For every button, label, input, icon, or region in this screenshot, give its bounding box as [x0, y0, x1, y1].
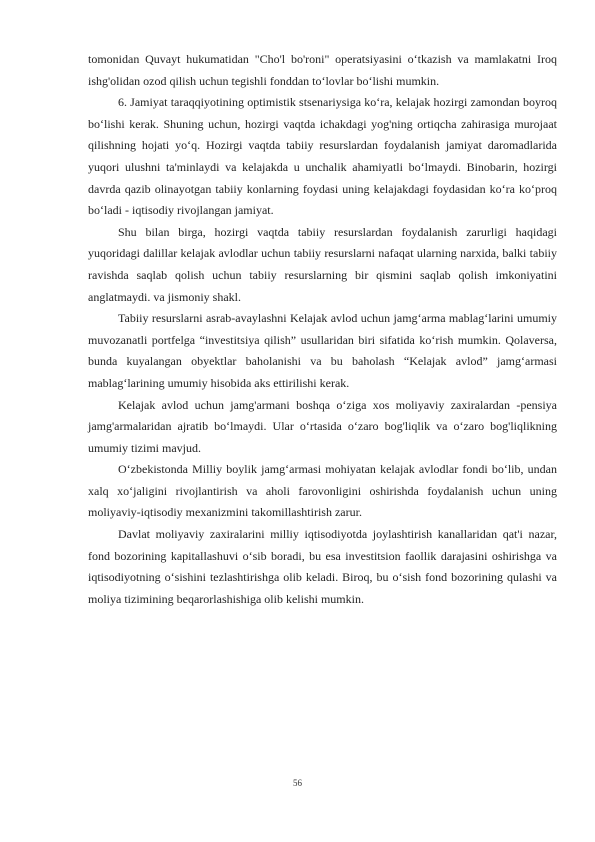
paragraph-3: Shu bilan birga, hozirgi vaqtda tabiiy resurslardan foydalanish zarurligi haqidagi yuqoridagi dalillar kelajak avlodlar uchun tabiiy resurslarni nafaqat ularning narxida, balki tabiiy ravishda saqlab qolish uchun tabiiy resurslarning bir qismini saqlab qolish imkoniyatini anglatmaydi. va jismoniy shakl. — [88, 224, 557, 304]
paragraph-1: tomonidan Quvayt hukumatidan "Cho'l bo'roni" operatsiyasini o‘tkazish va mamlakatni Iroq ishg'olidan ozod qilish uchun tegishli fonddan to‘lovlar bo‘lishi mumkin. — [88, 52, 557, 88]
page-number: 56 — [293, 778, 302, 788]
paragraph-6: O‘zbekistonda Milliy boylik jamg‘armasi mohiyatan kelajak avlodlar fondi bo‘lib, undan xalq xo‘jaligini rivojlantirish va aholi farovonligini oshirishda foydalanish uchun uning moliyaviy-iqtisodiy mexanizmini takomillashtirish zarur. — [88, 462, 557, 520]
paragraph-4: Tabiiy resurslarni asrab-avaylashni Kelajak avlod uchun jamg‘arma mablag‘larini umumiy muvozanatli portfelga “investitsiya qilish” usullaridan biri sifatida ko‘rish mumkin. Qolaversa, bunda kuyalangan obyektlar baholanishi va bu baholash “Kelajak avlod” jamg‘armasi mablag‘larining umumiy hisobida aks ettirilishi kerak. — [88, 311, 557, 390]
body-text — [88, 49, 557, 610]
paragraph-7: Davlat moliyaviy zaxiralarini milliy iqtisodiyotda joylashtirish kanallaridan qat'i nazar, fond bozorining kapitallashuvi o‘sib boradi, bu esa investitsion faollik darajasini oshirishga va iqtisodiyotning o‘sishini tezlashtirishga olib keladi. Biroq, bu o‘sish fond bozorining qulashi va moliya tizimining beqarorlashishiga olib kelishi mumkin. — [88, 527, 557, 606]
paragraph-5: Kelajak avlod uchun jamg'armani boshqa o‘ziga xos moliyaviy zaxiralardan -pensiya jamg'armalaridan ajratib bo‘lmaydi. Ular o‘rtasida o‘zaro bog'liqlik va o‘zaro bog'liqlikning umumiy tizimi mavjud. — [88, 397, 557, 455]
paragraph-2: 6. Jamiyat taraqqiyotining optimistik stsenariysiga ko‘ra, kelajak hozirgi zamondan boyroq bo‘lishi kerak. Shuning uchun, hozirgi vaqtda ichakdagi yog'ning ortiqcha zahirasiga murojaat qilishning hojati yo‘q. Hozirgi vaqtda tabiiy resurslardan foydalanish jamiyat daromadlarida yuqori ulushni ta'minlaydi va kelajakda u unchalik ahamiyatli bo‘lmaydi. Binobarin, hozirgi davrda qazib olinayotgan tabiiy konlarning foydasi uning kelajakdagi foydasidan ko‘ra ko‘proq bo‘ladi - iqtisodiy rivojlangan jamiyat. — [88, 95, 557, 218]
